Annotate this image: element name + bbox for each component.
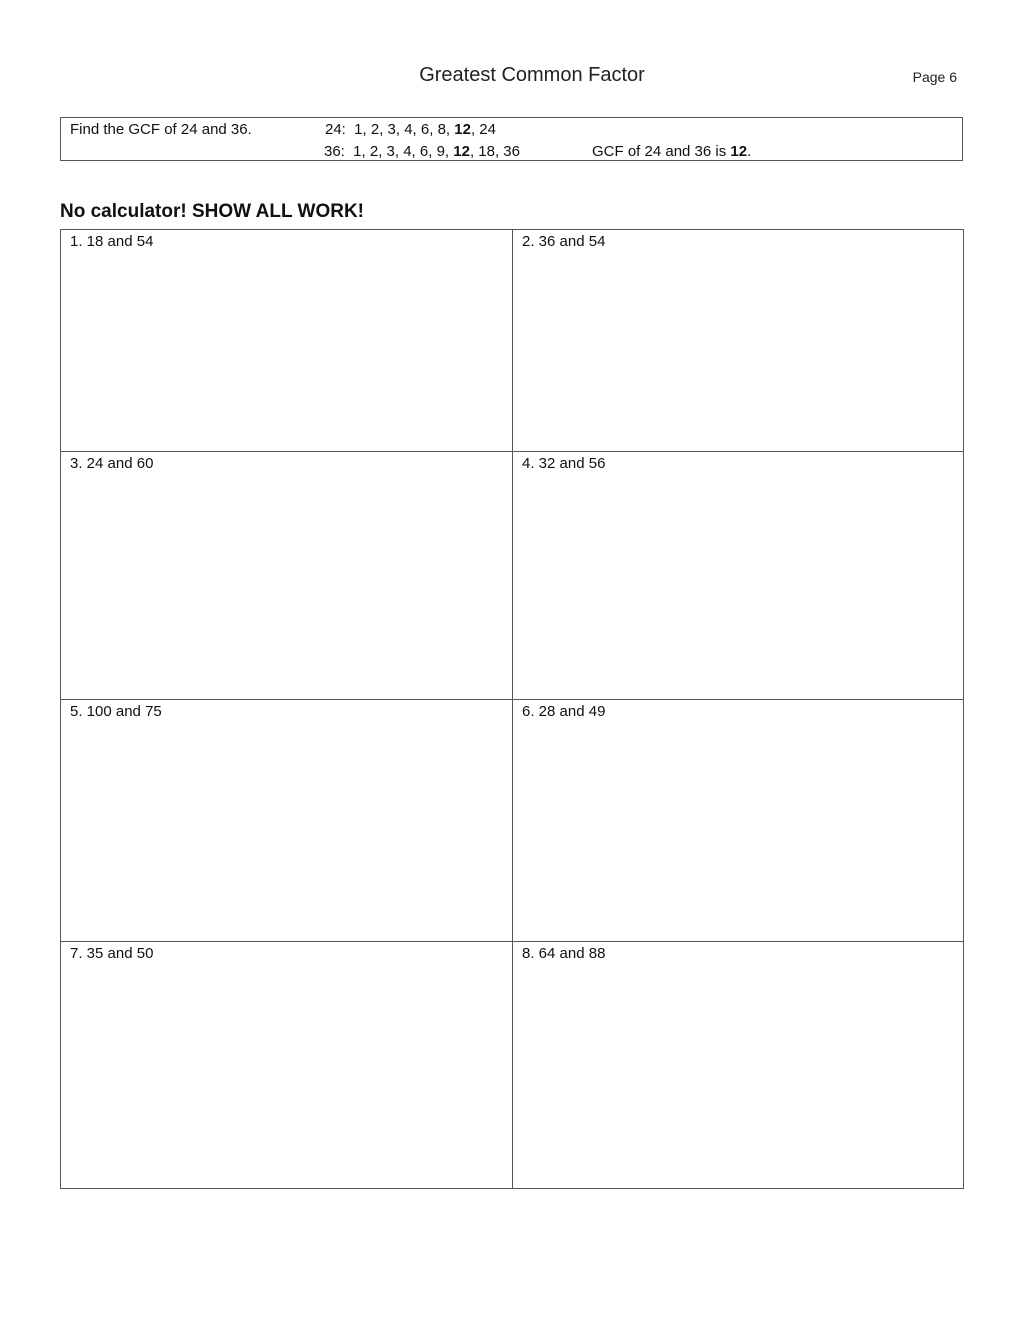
factor-list-24-text: 24: 1, 2, 3, 4, 6, 8, <box>325 121 455 138</box>
problem-cell-2[interactable] <box>513 230 963 452</box>
example-answer-text: GCF of 24 and 36 is <box>592 143 731 160</box>
problem-cell-8[interactable] <box>513 942 963 1188</box>
page-header <box>0 62 1024 92</box>
factor-list-36-text: 36: 1, 2, 3, 4, 6, 9, <box>324 143 454 160</box>
factor-list-24-common: 12 <box>454 121 471 138</box>
factor-list-36 <box>324 141 520 163</box>
example-box <box>60 117 963 161</box>
problem-label: 4. 32 and 56 <box>522 455 606 472</box>
problem-label: 8. 64 and 88 <box>522 945 606 962</box>
problem-cell-4[interactable] <box>513 452 963 700</box>
problem-grid <box>60 229 964 1189</box>
problem-label: 2. 36 and 54 <box>522 233 606 250</box>
problem-cell-7[interactable] <box>61 942 513 1188</box>
problem-cell-6[interactable] <box>513 700 963 942</box>
problem-cell-3[interactable] <box>61 452 513 700</box>
problem-cell-5[interactable] <box>61 700 513 942</box>
example-prompt: Find the GCF of 24 and 36. <box>70 121 252 138</box>
example-answer-end: . <box>747 143 752 160</box>
factor-list-24-rest: , 24 <box>470 121 496 138</box>
page-title: Greatest Common Factor <box>419 64 645 86</box>
example-answer <box>592 141 751 163</box>
factor-list-24 <box>325 119 496 141</box>
problem-label: 6. 28 and 49 <box>522 703 606 720</box>
factor-list-36-common: 12 <box>453 143 470 160</box>
problem-label: 5. 100 and 75 <box>70 703 162 720</box>
page-number: Page 6 <box>912 69 957 85</box>
factor-list-36-rest: , 18, 36 <box>469 143 520 160</box>
example-answer-value: 12 <box>730 143 748 160</box>
problem-label: 1. 18 and 54 <box>70 233 154 250</box>
problem-cell-1[interactable] <box>61 230 513 452</box>
problem-label: 7. 35 and 50 <box>70 945 154 962</box>
instructions-heading: No calculator! SHOW ALL WORK! <box>60 201 364 222</box>
problem-label: 3. 24 and 60 <box>70 455 154 472</box>
